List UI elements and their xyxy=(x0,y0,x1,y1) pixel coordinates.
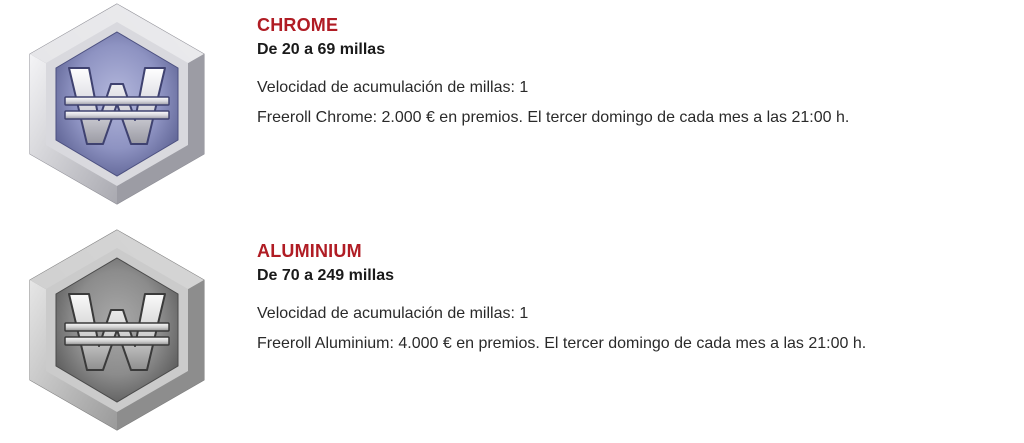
tier-range: De 20 a 69 millas xyxy=(257,41,386,58)
tier-chrome-info xyxy=(257,14,997,129)
tier-speed: Velocidad de acumulación de millas: 1 xyxy=(257,305,529,322)
tier-chrome xyxy=(0,0,1024,215)
tier-name: CHROME xyxy=(257,15,339,35)
chrome-w-badge-icon xyxy=(28,2,206,206)
tier-freeroll: Freeroll Chrome: 2.000 € en premios. El tercer domingo de cada mes a las 21:00 h. xyxy=(257,109,850,126)
tier-freeroll: Freeroll Aluminium: 4.000 € en premios. El tercer domingo de cada mes a las 21:00 h. xyxy=(257,335,867,352)
tier-aluminium-info xyxy=(257,240,997,355)
aluminium-w-badge-icon xyxy=(28,228,206,432)
tier-range: De 70 a 249 millas xyxy=(257,267,394,284)
tier-speed: Velocidad de acumulación de millas: 1 xyxy=(257,79,529,96)
tier-name: ALUMINIUM xyxy=(257,241,362,261)
tier-aluminium xyxy=(0,226,1024,441)
